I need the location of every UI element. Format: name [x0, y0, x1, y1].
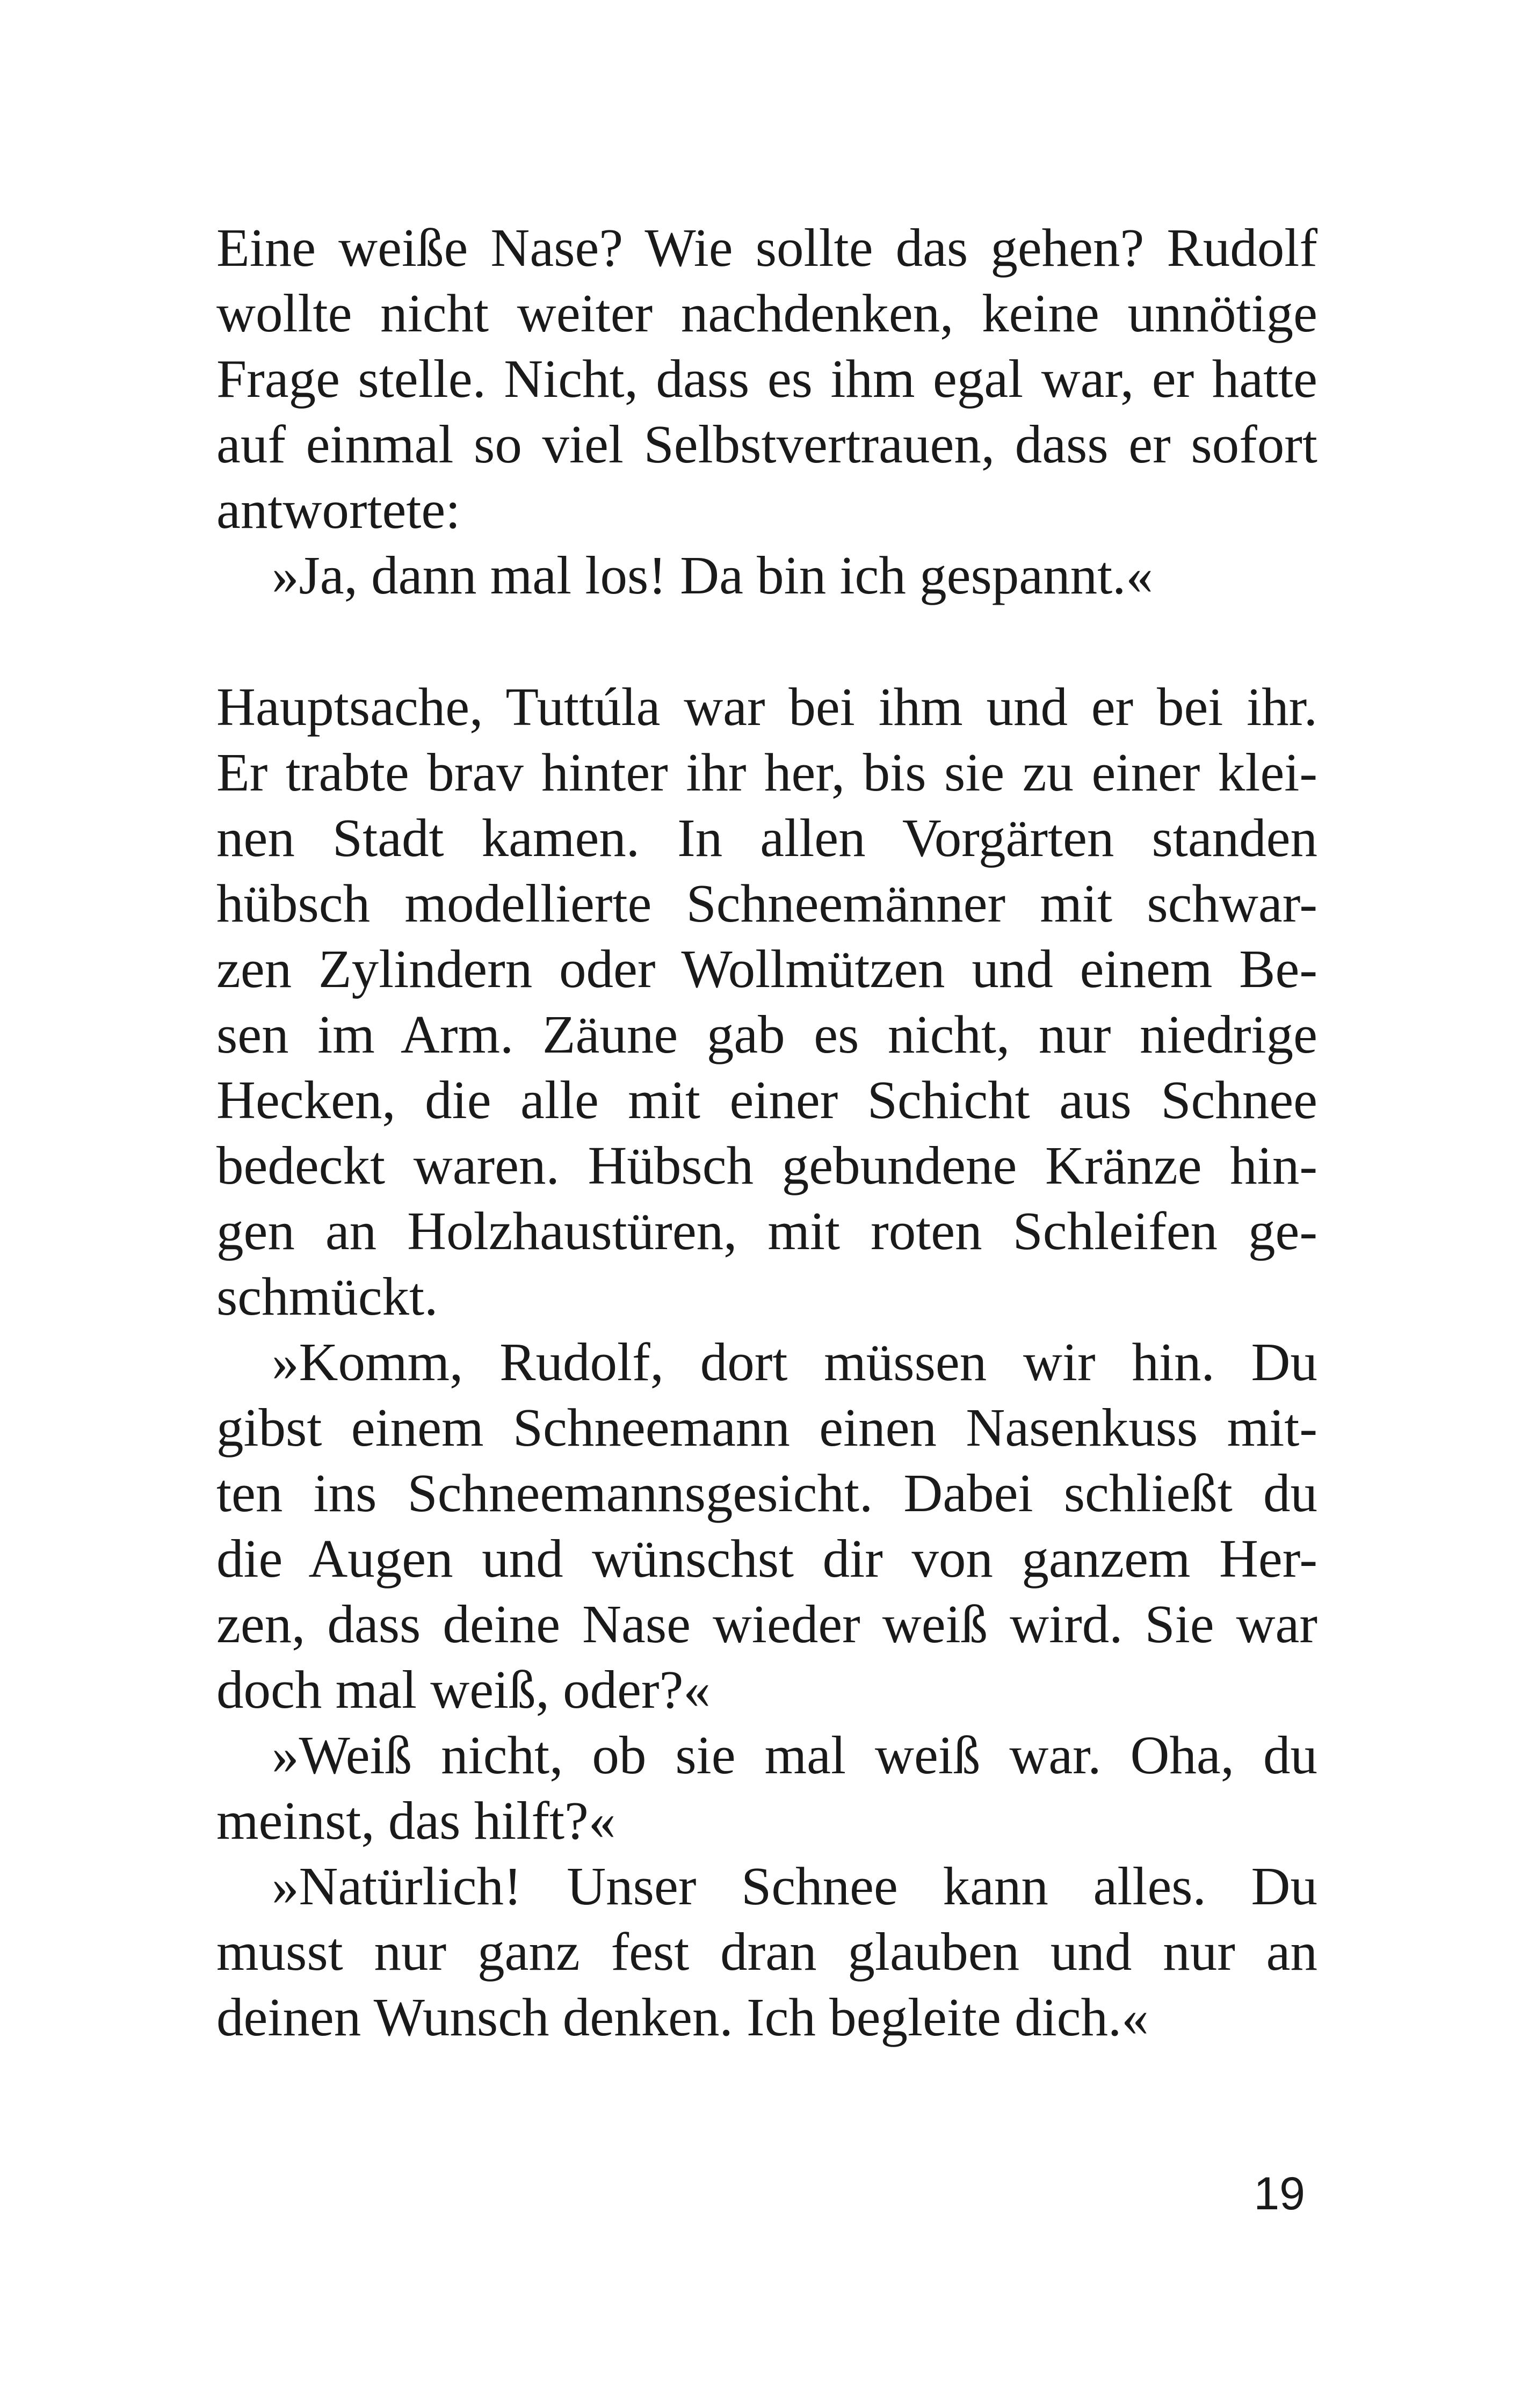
- text-line: die Augen und wünschst dir von ganzem Her-: [216, 1528, 1317, 1589]
- text-line: gen an Holzhaustüren, mit roten Schleifen ge-: [216, 1201, 1317, 1261]
- text-line: wollte nicht weiter nachdenken, keine unnötige: [216, 283, 1317, 343]
- text-line: nen Stadt kamen. In allen Vorgärten standen: [216, 808, 1317, 868]
- text-line: »Ja, dann mal los! Da bin ich gespannt.«: [272, 545, 1153, 605]
- text-line: sen im Arm. Zäune gab es nicht, nur niedrige: [216, 1004, 1317, 1064]
- paragraph: [216, 542, 1317, 608]
- text-line: antwortete:: [216, 480, 461, 540]
- text-line: bedeckt waren. Hübsch gebundene Kränze hin-: [216, 1135, 1317, 1195]
- text-line: deinen Wunsch denken. Ich begleite dich.«: [216, 1987, 1149, 2047]
- paragraph: [216, 215, 1317, 542]
- text-line: »Weiß nicht, ob sie mal weiß war. Oha, du: [272, 1725, 1317, 1785]
- text-line: zen Zylindern oder Wollmützen und einem Be-: [216, 939, 1317, 999]
- text-line: hübsch modellierte Schneemänner mit schwar-: [216, 873, 1317, 933]
- text-line: meinst, das hilft?«: [216, 1790, 616, 1851]
- text-line: schmückt.: [216, 1266, 438, 1326]
- paragraph: [216, 1722, 1317, 1853]
- text-line: zen, dass deine Nase wieder weiß wird. Sie war: [216, 1594, 1317, 1654]
- text-line: Frage stelle. Nicht, dass es ihm egal war, er hatte: [216, 349, 1317, 409]
- text-line: doch mal weiß, oder?«: [216, 1659, 711, 1720]
- paragraph: [216, 674, 1317, 1329]
- text-line: auf einmal so viel Selbstvertrauen, dass er sofort: [216, 414, 1317, 474]
- paragraph: [216, 1853, 1317, 2050]
- paragraph: [216, 1329, 1317, 1722]
- text-line: ten ins Schneemannsgesicht. Dabei schließt du: [216, 1463, 1317, 1523]
- text-line: Eine weiße Nase? Wie sollte das gehen? Rudolf: [216, 217, 1317, 278]
- text-line: Hecken, die alle mit einer Schicht aus Schnee: [216, 1070, 1317, 1130]
- text-line: Er trabte brav hinter ihr her, bis sie zu einer klei-: [216, 742, 1317, 802]
- page-number: 19: [1254, 2168, 1305, 2220]
- text-line: Hauptsache, Tuttúla war bei ihm und er bei ihr.: [216, 677, 1317, 737]
- text-line: »Komm, Rudolf, dort müssen wir hin. Du: [272, 1332, 1317, 1392]
- text-line: gibst einem Schneemann einen Nasenkuss mit-: [216, 1397, 1317, 1457]
- text-line: »Natürlich! Unser Schnee kann alles. Du: [272, 1856, 1317, 1916]
- text-block-upper: [216, 215, 1317, 608]
- text-block-lower: [216, 674, 1317, 2050]
- text-line: musst nur ganz fest dran glauben und nur an: [216, 1921, 1317, 1982]
